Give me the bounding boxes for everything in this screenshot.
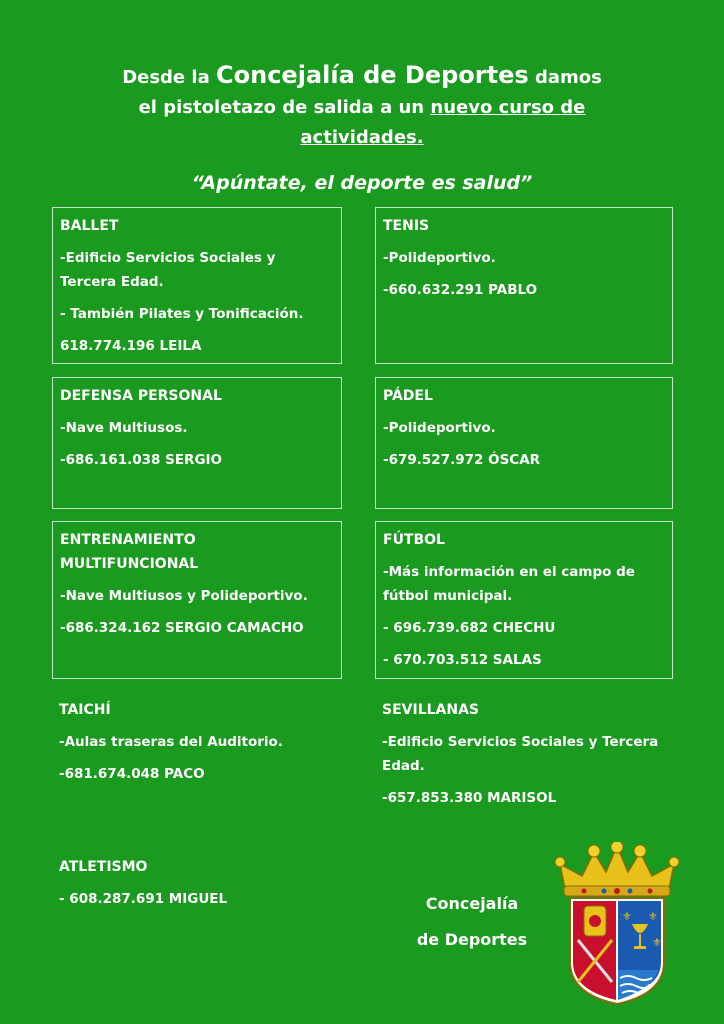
activity-title: PÁDEL xyxy=(383,388,433,404)
svg-text:⚜: ⚜ xyxy=(648,910,658,923)
header-underlined-text: nuevo curso de xyxy=(430,97,586,118)
activity-box-padel xyxy=(375,377,673,509)
activity-box-entrenamiento xyxy=(52,521,342,679)
activity-box-defensa-personal xyxy=(52,377,342,509)
activity-box-futbol xyxy=(375,521,673,679)
header-line-2 xyxy=(0,93,724,123)
activity-title: FÚTBOL xyxy=(383,532,445,548)
activity-title: SEVILLANAS xyxy=(382,702,480,718)
coat-of-arms-icon xyxy=(554,842,680,1006)
activity-note: - También Pilates y Tonificación. xyxy=(60,306,304,322)
activity-location: -Edificio Servicios Sociales y Tercera Edad. xyxy=(382,734,659,774)
activity-title: DEFENSA PERSONAL xyxy=(60,388,222,404)
crown-icon xyxy=(555,842,679,896)
activity-location: -Polideportivo. xyxy=(383,250,496,266)
header xyxy=(0,60,724,153)
svg-text:⚜: ⚜ xyxy=(652,936,662,949)
activity-location: -Aulas traseras del Auditorio. xyxy=(59,734,283,750)
slogan: “Apúntate, el deporte es salud” xyxy=(191,172,533,194)
activity-contact: -657.853.380 MARISOL xyxy=(382,790,557,806)
activity-contact: 618.774.196 LEILA xyxy=(60,338,202,354)
activity-contact: -679.527.972 ÓSCAR xyxy=(383,452,541,468)
header-line-1 xyxy=(0,60,724,93)
activity-location: -Edificio Servicios Sociales y Tercera Edad. xyxy=(60,250,276,290)
shield-icon xyxy=(570,898,664,1004)
activity-title: BALLET xyxy=(60,218,119,234)
activity-box-ballet xyxy=(52,207,342,364)
activity-contact: -686.161.038 SERGIO xyxy=(60,452,223,468)
activity-title: ATLETISMO xyxy=(59,859,148,875)
concejalia-title: Concejalía de Deportes xyxy=(216,61,529,89)
activity-title: TENIS xyxy=(383,218,430,234)
activity-contact: -660.632.291 PABLO xyxy=(383,282,538,298)
activity-title: TAICHÍ xyxy=(59,702,111,718)
activity-title: ENTRENAMIENTO MULTIFUNCIONAL xyxy=(60,532,199,572)
activity-contact: -686.324.162 SERGIO CAMACHO xyxy=(60,620,304,636)
activity-location: -Más información en el campo de fútbol municipal. xyxy=(383,564,635,604)
activity-location: -Polideportivo. xyxy=(383,420,496,436)
activity-location: -Nave Multiusos y Polideportivo. xyxy=(60,588,308,604)
footer-line-1: Concejalía xyxy=(425,894,519,913)
activity-contact: -681.674.048 PACO xyxy=(59,766,205,782)
activity-contact: - 608.287.691 MIGUEL xyxy=(59,891,228,907)
header-text: el pistoletazo de salida a un xyxy=(138,97,431,118)
activity-block-atletismo xyxy=(52,849,356,925)
header-line-3: actividades. xyxy=(300,127,424,148)
footer-signature xyxy=(392,886,552,958)
activity-block-sevillanas xyxy=(375,692,687,824)
svg-text:⚜: ⚜ xyxy=(622,910,632,923)
activity-box-tenis xyxy=(375,207,673,364)
footer-line-2: de Deportes xyxy=(416,930,528,949)
activity-contact: - 696.739.682 CHECHU xyxy=(383,620,556,636)
header-text: Desde la xyxy=(122,67,216,88)
activity-contact: - 670.703.512 SALAS xyxy=(383,652,542,668)
activity-block-taichi xyxy=(52,692,356,800)
activity-location: -Nave Multiusos. xyxy=(60,420,188,436)
header-text: damos xyxy=(528,67,602,88)
